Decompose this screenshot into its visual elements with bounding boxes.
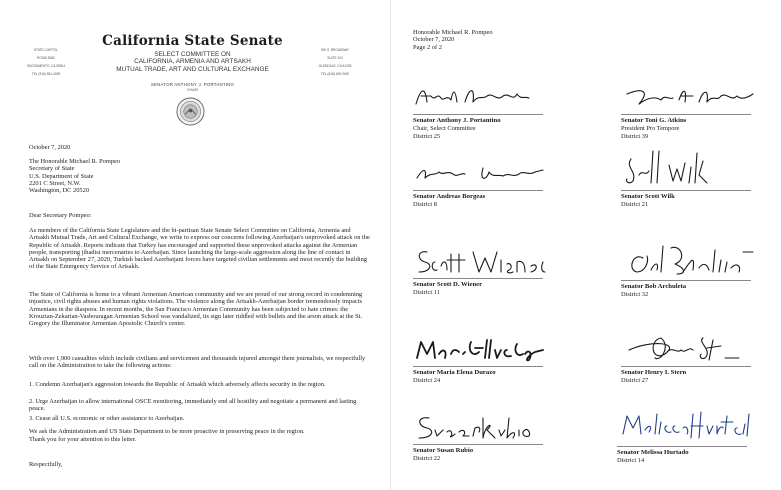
action-item-3: 3. Cease all U.S. economic or other assistance to Azerbaijan. xyxy=(29,415,185,422)
signature-line xyxy=(621,280,751,281)
recipient-address xyxy=(29,158,371,194)
address-line: GLENDALE, CA 91205 xyxy=(318,64,352,68)
thank-you-line: Thank you for your attention to this letter. xyxy=(29,436,137,443)
state-seal-icon xyxy=(176,97,205,126)
action-item-1: 1. Condemn Azerbaijan's aggression towards the Republic of Artsakh which adversely affects security in the region. xyxy=(29,381,326,388)
page-2-header xyxy=(413,29,493,51)
recipient-line: Washington, DC 20520 xyxy=(29,187,90,195)
handwritten-signature-wilk xyxy=(621,145,761,189)
header-line: Honorable Michael R. Pompeo xyxy=(413,29,493,36)
sign-off: Respectfully, xyxy=(29,461,63,468)
closing-paragraph: We ask the Administration and US State Department to be more proactive in preserving peace in the region. xyxy=(29,428,305,435)
salutation: Dear Secretary Pompeo: xyxy=(29,212,92,219)
signature-line xyxy=(413,366,543,367)
handwritten-signature-borgeas xyxy=(413,156,553,188)
address-line: ROOM 5080 xyxy=(37,56,55,60)
recipient-line: The Honorable Michael R. Pompeo xyxy=(29,158,121,165)
handwritten-signature-durazo xyxy=(413,332,553,364)
signature-line xyxy=(621,190,751,191)
recipient-line: 2201 C Street, N.W. xyxy=(29,179,81,187)
recipient-line: U.S. Department of State xyxy=(29,172,94,180)
signature-line xyxy=(413,278,543,279)
signatory-name: Senator Scott Wilk xyxy=(621,193,675,200)
signatory-name: Senator Henry I. Stern xyxy=(621,369,687,376)
address-line: SUITE 204 xyxy=(327,56,343,60)
address-line: TEL (818) 409-0400 xyxy=(320,72,350,76)
signature-line xyxy=(413,114,543,115)
signatory-name: Senator Susan Rubio xyxy=(413,447,474,454)
letter-date: October 7, 2020 xyxy=(29,144,71,151)
letterhead-chair: CHAIR xyxy=(186,88,199,92)
handwritten-signature-portantino xyxy=(413,80,553,112)
letter-page-2 xyxy=(391,0,781,490)
signatory-district: District 27 xyxy=(621,377,649,384)
handwritten-signature-archuleta xyxy=(621,240,761,278)
address-line: TEL (916) 651-4025 xyxy=(31,72,61,76)
signatory-name: Senator Bob Archuleta xyxy=(621,283,687,290)
handwritten-signature-stern xyxy=(621,332,761,364)
address-line: SACRAMENTO, CA 95814 xyxy=(26,64,66,68)
signatory-district: District 14 xyxy=(617,457,645,464)
signatory-name: Senator Toni G. Atkins xyxy=(621,117,687,124)
body-paragraph-3: With over 1,900 casualties which include civilians and servicemen and thousands injured amongst them journalists, we respectfully call on the Administration to take the following actions: xyxy=(29,355,366,370)
signature-line xyxy=(413,190,543,191)
header-line: October 7, 2020 xyxy=(413,36,455,44)
signature-line xyxy=(621,114,751,115)
letterhead-senator: SENATOR ANTHONY J. PORTANTINO xyxy=(150,82,235,87)
signatory-title: President Pro Tempore xyxy=(621,125,680,132)
address-line: 300 S. BROADWAY xyxy=(320,48,350,52)
committee-line: CALIFORNIA, ARMENIA AND ARTSAKH xyxy=(134,58,251,66)
signatory-district: District 39 xyxy=(621,133,649,140)
letterhead-right-address xyxy=(312,44,358,80)
header-line: Page 2 of 2 xyxy=(413,43,442,51)
body-paragraph-1: As members of the California State Legislature and the bi-partisan State Senate Select Committee on California, Armenia and Artsakh Mutual Trade, Art and Cultural Exchange, we write to express our concerns following Azerbaijan's unprovoked attack on the Republic of Artsakh. Reports indicate that Turkey has encouraged and supported these unprovoked attacks against the Armenian people, transporting jihadist mercenaries to Azerbaijan. Since launching the large-scale aggression along the line of contact in Artsakh on September 27, 2020, Turkish backed Azerbaijani forces have targeted civilian settlements and most recently the building of the State Emergency Service of Artsakh. xyxy=(29,227,370,271)
committee-line: SELECT COMMITTEE ON xyxy=(154,51,231,58)
handwritten-signature-atkins xyxy=(621,80,761,112)
letterhead-committee xyxy=(60,51,325,73)
signatory-name: Senator Melissa Hurtado xyxy=(617,449,689,456)
handwritten-signature-rubio xyxy=(413,410,553,442)
signatory-title: Chair, Select Committee xyxy=(413,125,476,132)
letterhead-title: California State Senate xyxy=(102,33,283,49)
signatory-name: Senator Anthony J. Portantino xyxy=(413,117,501,124)
recipient-line: Secretary of State xyxy=(29,165,75,173)
letter-page-1 xyxy=(0,0,390,490)
signatory-district: District 22 xyxy=(413,455,441,462)
signatory-district: District 32 xyxy=(621,291,649,298)
committee-line: MUTUAL TRADE, ART AND CULTURAL EXCHANGE xyxy=(116,65,269,73)
signatory-name: Senator Maria Elena Durazo xyxy=(413,369,496,376)
signatory-name: Senator Andreas Borgeas xyxy=(413,193,486,200)
address-line: STATE CAPITOL xyxy=(33,48,59,52)
signature-line xyxy=(617,446,747,447)
signature-line xyxy=(413,444,543,445)
handwritten-signature-wiener xyxy=(413,244,553,276)
action-item-2: 2. Urge Azerbaijan to allow international OSCE monitoring, immediately end all hostility and negotiate a permanent and lasting peace. xyxy=(29,398,357,413)
signatory-name: Senator Scott D. Wiener xyxy=(413,281,483,288)
signatory-district: District 24 xyxy=(413,377,441,384)
signatory-district: District 21 xyxy=(621,201,649,208)
signatory-district: District 11 xyxy=(413,289,440,296)
signatory-district: District 25 xyxy=(413,133,441,140)
handwritten-signature-hurtado xyxy=(617,404,757,444)
signatory-district: District 8 xyxy=(413,201,437,208)
signature-line xyxy=(621,366,751,367)
body-paragraph-2: The State of California is home to a vibrant Armenian American community and we are proud of our strong record in condemning injustice, civil rights abuses and human rights violations. The violence along the Artsakh-Azerbaijan border tremendously impacts Armenians in the diaspora. In recent months, the San Francisco Armenian Community has been subjected to hate crimes: the Krouzian-Zekarian-Vasbouragan Armenian School was vandalized, its sign later riddled with bullets and the arson attack at the St. Gregory the Illuminator Armenian Apostolic Church's center. xyxy=(29,291,363,328)
